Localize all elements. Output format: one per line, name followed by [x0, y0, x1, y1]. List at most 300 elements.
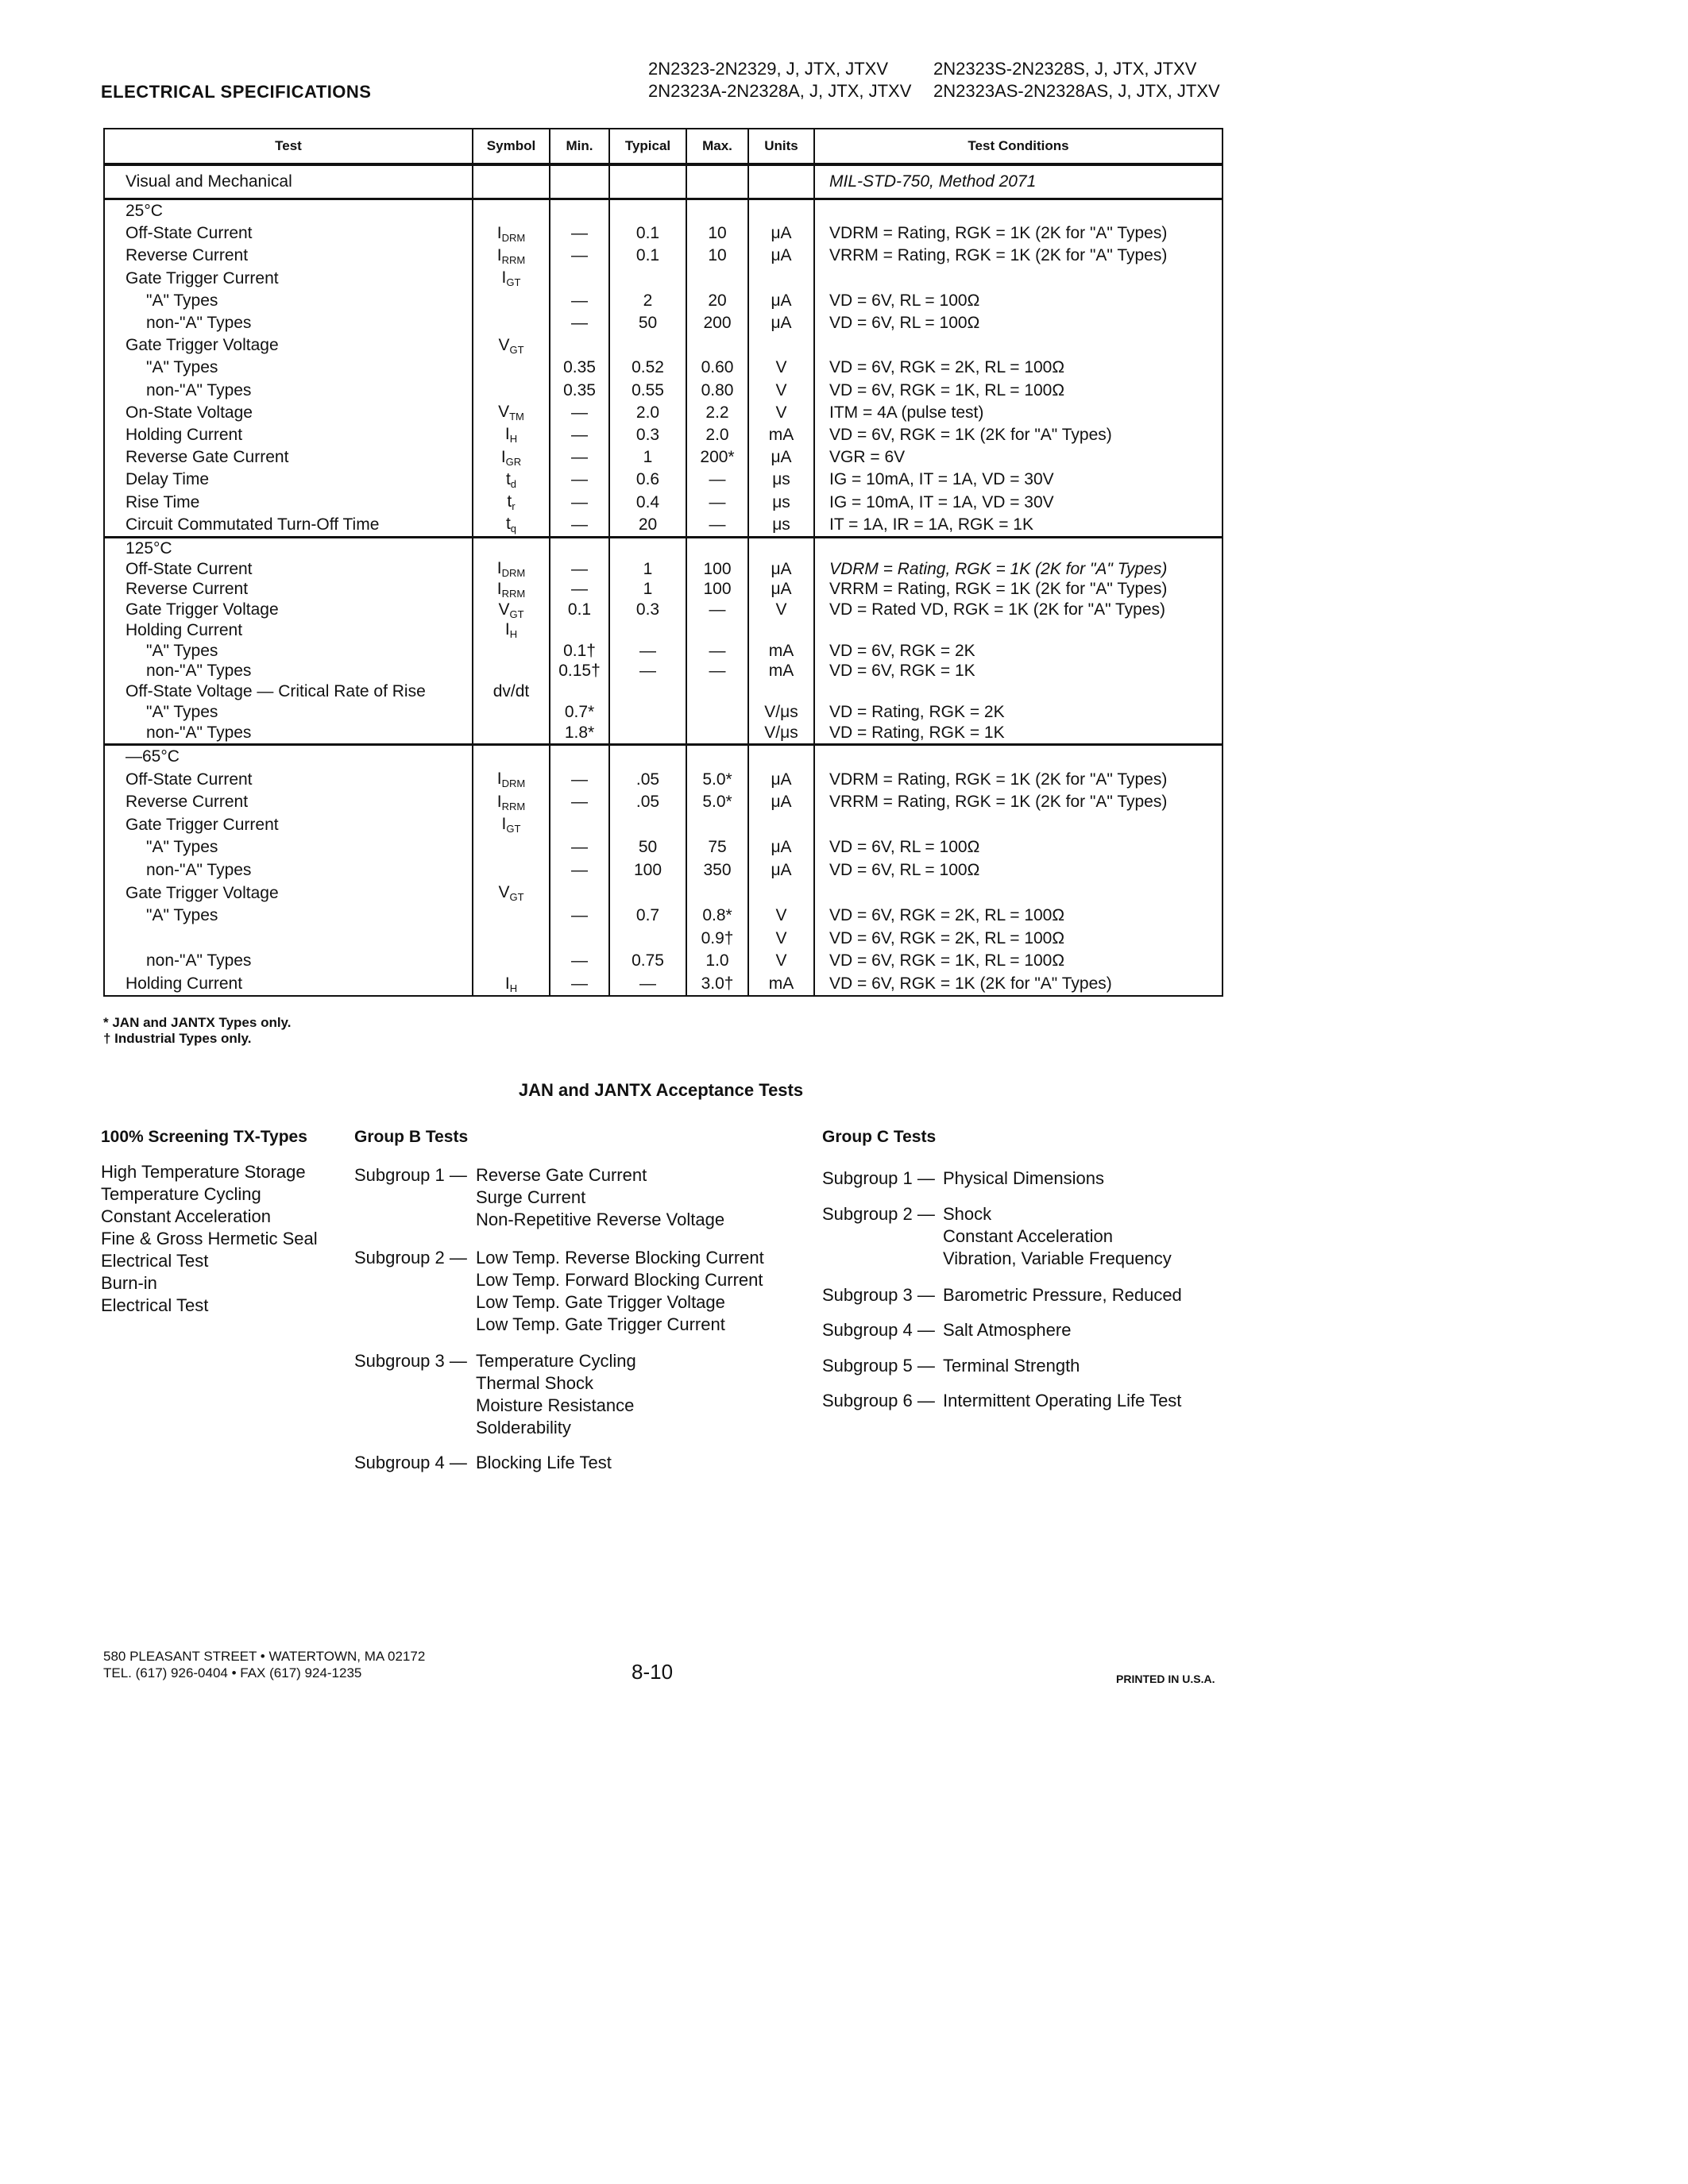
subgroup-test-item: Salt Atmosphere: [943, 1320, 1072, 1340]
typical-value: [609, 702, 686, 723]
symbol: [473, 357, 550, 379]
empty-cell: [473, 537, 550, 558]
group-b-heading: Group B Tests: [354, 1128, 469, 1146]
empty-cell: [686, 199, 748, 223]
typical-value: 0.75: [609, 950, 686, 973]
table-row: [104, 791, 1223, 814]
test-conditions: [814, 814, 1223, 837]
subgroup-test-item: Temperature Cycling: [476, 1351, 636, 1371]
empty-cell: [814, 744, 1223, 768]
symbol: [473, 768, 550, 791]
symbol-base: I: [504, 620, 510, 639]
max-value: —: [686, 491, 748, 513]
test-conditions: VD = 6V, RL = 100Ω: [814, 312, 1223, 334]
typical-value: [609, 814, 686, 837]
subgroup-label: Subgroup 4 —: [354, 1453, 467, 1472]
units: V: [748, 402, 814, 424]
symbol: [473, 222, 550, 245]
table-row: [104, 424, 1223, 446]
max-value: 75: [686, 836, 748, 859]
empty-cell: [609, 744, 686, 768]
empty-cell: [748, 537, 814, 558]
min-value: 0.1†: [550, 641, 609, 662]
units: μA: [748, 245, 814, 267]
symbol-subscript: DRM: [501, 778, 526, 790]
typical-value: —: [609, 662, 686, 682]
symbol: [473, 723, 550, 744]
test-conditions: [814, 334, 1223, 357]
test-name: Delay Time: [104, 469, 473, 491]
symbol-base: I: [496, 559, 502, 577]
symbol-base: V: [498, 335, 510, 354]
subgroup-test-item: Vibration, Variable Frequency: [943, 1248, 1172, 1268]
temperature-label: —65°C: [104, 744, 473, 768]
max-value: [686, 814, 748, 837]
empty-cell: [748, 744, 814, 768]
table-row: [104, 905, 1223, 928]
test-name: "A" Types: [104, 290, 473, 312]
max-value: 0.80: [686, 380, 748, 402]
test-conditions: VRRM = Rating, RGK = 1K (2K for "A" Types): [814, 791, 1223, 814]
min-value: —: [550, 905, 609, 928]
footnote: * JAN and JANTX Types only.: [103, 1015, 292, 1030]
symbol: [473, 836, 550, 859]
test-conditions: VD = 6V, RGK = 1K (2K for "A" Types): [814, 973, 1223, 997]
test-name: Reverse Gate Current: [104, 446, 473, 469]
min-value: [550, 334, 609, 357]
units: V: [748, 357, 814, 379]
units: [748, 620, 814, 641]
subgroup-test-item: Terminal Strength: [943, 1356, 1080, 1376]
min-value: —: [550, 312, 609, 334]
min-value: —: [550, 424, 609, 446]
max-value: 0.8*: [686, 905, 748, 928]
subgroup-label: Subgroup 3 —: [354, 1351, 467, 1371]
test-conditions: MIL-STD-750, Method 2071: [814, 164, 1223, 199]
units: μs: [748, 514, 814, 538]
test-name: [104, 928, 473, 951]
section-title: ELECTRICAL SPECIFICATIONS: [101, 82, 372, 102]
test-name: Off-State Voltage — Critical Rate of Rise: [104, 681, 473, 702]
table-row: [104, 882, 1223, 905]
test-name: "A" Types: [104, 836, 473, 859]
empty-cell: [609, 199, 686, 223]
units: [748, 814, 814, 837]
symbol: [473, 491, 550, 513]
typical-value: 0.55: [609, 380, 686, 402]
symbol: [473, 928, 550, 951]
symbol-base: t: [505, 469, 511, 488]
table-header-row: [104, 129, 1223, 164]
screening-item: Burn-in: [101, 1273, 157, 1293]
test-conditions: VD = 6V, RL = 100Ω: [814, 290, 1223, 312]
min-value: 0.15†: [550, 662, 609, 682]
symbol: [473, 380, 550, 402]
symbol: [473, 600, 550, 620]
symbol-base: I: [504, 425, 510, 444]
typical-value: 0.3: [609, 600, 686, 620]
table-row: [104, 312, 1223, 334]
table-row: [104, 620, 1223, 641]
typical-value: 0.6: [609, 469, 686, 491]
table-row: [104, 222, 1223, 245]
subgroup-label: Subgroup 4 —: [822, 1320, 935, 1340]
units: [748, 268, 814, 290]
typical-value: 1: [609, 579, 686, 600]
table-row: [104, 836, 1223, 859]
table-row: [104, 662, 1223, 682]
test-conditions: VD = Rating, RGK = 1K: [814, 723, 1223, 744]
test-conditions: VD = 6V, RGK = 2K, RL = 100Ω: [814, 928, 1223, 951]
symbol-subscript: RRM: [501, 587, 526, 600]
table-row: [104, 290, 1223, 312]
min-value: —: [550, 973, 609, 997]
test-conditions: VD = 6V, RGK = 1K, RL = 100Ω: [814, 950, 1223, 973]
screening-item: High Temperature Storage: [101, 1162, 306, 1182]
column-header: Units: [748, 129, 814, 164]
min-value: 0.35: [550, 357, 609, 379]
column-header: Min.: [550, 129, 609, 164]
typical-value: .05: [609, 768, 686, 791]
table-row: [104, 469, 1223, 491]
symbol: [473, 245, 550, 267]
symbol-subscript: GT: [506, 823, 521, 835]
test-conditions: VD = Rated VD, RGK = 1K (2K for "A" Types): [814, 600, 1223, 620]
typical-value: 0.4: [609, 491, 686, 513]
subgroup-label: Subgroup 2 —: [354, 1248, 467, 1268]
max-value: 1.0: [686, 950, 748, 973]
typical-value: —: [609, 973, 686, 997]
empty-cell: [814, 199, 1223, 223]
symbol: [473, 559, 550, 580]
table-row: [104, 928, 1223, 951]
units: μA: [748, 559, 814, 580]
test-name: Gate Trigger Current: [104, 814, 473, 837]
subgroup-label: Subgroup 2 —: [822, 1204, 935, 1224]
empty-cell: [550, 537, 609, 558]
table-row: [104, 245, 1223, 267]
part-numbers: 2N2323S-2N2328S, J, JTX, JTXV: [933, 59, 1197, 79]
units: V: [748, 928, 814, 951]
subgroup-test-item: Surge Current: [476, 1187, 586, 1207]
units: μs: [748, 491, 814, 513]
units: μA: [748, 768, 814, 791]
test-name: non-"A" Types: [104, 312, 473, 334]
test-conditions: VD = 6V, RGK = 1K (2K for "A" Types): [814, 424, 1223, 446]
typical-value: 0.1: [609, 222, 686, 245]
subgroup-label: Subgroup 5 —: [822, 1356, 935, 1376]
temperature-label: 25°C: [104, 199, 473, 223]
units: μA: [748, 222, 814, 245]
typical-value: 50: [609, 836, 686, 859]
max-value: 200: [686, 312, 748, 334]
empty-cell: [473, 744, 550, 768]
units: μA: [748, 312, 814, 334]
symbol: [473, 882, 550, 905]
address: 580 PLEASANT STREET • WATERTOWN, MA 02172: [103, 1649, 426, 1664]
symbol-subscript: GR: [505, 455, 522, 468]
column-header: Test: [104, 129, 473, 164]
table-row: [104, 768, 1223, 791]
symbol: [473, 312, 550, 334]
units: [748, 334, 814, 357]
typical-value: 20: [609, 514, 686, 538]
phone-fax: TEL. (617) 926-0404 • FAX (617) 924-1235: [103, 1665, 362, 1680]
max-value: 0.60: [686, 357, 748, 379]
table-row: [104, 402, 1223, 424]
test-conditions: [814, 620, 1223, 641]
test-conditions: VD = 6V, RL = 100Ω: [814, 836, 1223, 859]
symbol-subscript: DRM: [501, 231, 526, 244]
subgroup-label: Subgroup 3 —: [822, 1285, 935, 1305]
subgroup-label: Subgroup 6 —: [822, 1391, 935, 1410]
group-c-heading: Group C Tests: [822, 1128, 937, 1146]
typical-value: 1: [609, 446, 686, 469]
units: μA: [748, 791, 814, 814]
test-conditions: VD = 6V, RGK = 2K, RL = 100Ω: [814, 905, 1223, 928]
max-value: 20: [686, 290, 748, 312]
symbol-base: V: [498, 600, 510, 619]
units: V: [748, 950, 814, 973]
symbol: [473, 662, 550, 682]
subgroup-test-item: Intermittent Operating Life Test: [943, 1391, 1182, 1410]
test-name: Gate Trigger Current: [104, 268, 473, 290]
min-value: [550, 882, 609, 905]
table-row: [104, 514, 1223, 538]
max-value: [686, 268, 748, 290]
units: V: [748, 905, 814, 928]
test-name: Rise Time: [104, 491, 473, 513]
max-value: 5.0*: [686, 791, 748, 814]
symbol-base: I: [504, 974, 510, 993]
symbol-base: I: [500, 447, 506, 466]
test-conditions: VGR = 6V: [814, 446, 1223, 469]
max-value: 10: [686, 222, 748, 245]
footnote: † Industrial Types only.: [103, 1031, 252, 1046]
typical-value: [609, 620, 686, 641]
symbol-subscript: DRM: [501, 567, 526, 579]
symbol: [473, 641, 550, 662]
symbol: [473, 620, 550, 641]
test-name: non-"A" Types: [104, 662, 473, 682]
symbol: [473, 514, 550, 538]
test-name: Gate Trigger Voltage: [104, 882, 473, 905]
min-value: —: [550, 514, 609, 538]
symbol: [473, 814, 550, 837]
typical-value: [609, 268, 686, 290]
test-name: Reverse Current: [104, 579, 473, 600]
part-numbers: 2N2323A-2N2328A, J, JTX, JTXV: [648, 81, 912, 101]
max-value: —: [686, 662, 748, 682]
test-name: Off-State Current: [104, 559, 473, 580]
units: μA: [748, 290, 814, 312]
typical-value: 0.52: [609, 357, 686, 379]
symbol-subscript: GT: [509, 343, 524, 356]
test-conditions: VD = 6V, RGK = 2K, RL = 100Ω: [814, 357, 1223, 379]
typical-value: [609, 681, 686, 702]
table-row: [104, 446, 1223, 469]
empty-cell: [814, 537, 1223, 558]
min-value: 0.35: [550, 380, 609, 402]
test-conditions: [814, 882, 1223, 905]
symbol: [473, 973, 550, 997]
typical-value: 0.7: [609, 905, 686, 928]
table-row: [104, 814, 1223, 837]
test-conditions: VD = Rating, RGK = 2K: [814, 702, 1223, 723]
electrical-specifications-table: [103, 128, 1223, 997]
test-name: non-"A" Types: [104, 950, 473, 973]
typical-value: [609, 723, 686, 744]
test-name: Circuit Commutated Turn-Off Time: [104, 514, 473, 538]
units: V/μs: [748, 702, 814, 723]
test-conditions: ITM = 4A (pulse test): [814, 402, 1223, 424]
min-value: —: [550, 469, 609, 491]
test-conditions: VD = 6V, RL = 100Ω: [814, 859, 1223, 882]
min-value: —: [550, 791, 609, 814]
min-value: —: [550, 491, 609, 513]
test-name: Gate Trigger Voltage: [104, 600, 473, 620]
units: V: [748, 600, 814, 620]
column-header: Typical: [609, 129, 686, 164]
units: V/μs: [748, 723, 814, 744]
table-row: [104, 357, 1223, 379]
min-value: —: [550, 859, 609, 882]
test-name: non-"A" Types: [104, 723, 473, 744]
section-temperature-row: [104, 744, 1223, 768]
min-value: —: [550, 950, 609, 973]
min-value: —: [550, 402, 609, 424]
max-value: 100: [686, 579, 748, 600]
test-name: Reverse Current: [104, 791, 473, 814]
min-value: —: [550, 222, 609, 245]
test-name: Holding Current: [104, 973, 473, 997]
screening-item: Electrical Test: [101, 1251, 209, 1271]
symbol: [473, 290, 550, 312]
page-number: 8-10: [632, 1660, 674, 1684]
max-value: [686, 723, 748, 744]
symbol-subscript: RRM: [501, 253, 526, 266]
min-value: [550, 681, 609, 702]
table-row: [104, 859, 1223, 882]
table-row: [104, 579, 1223, 600]
subgroup-test-item: Low Temp. Gate Trigger Voltage: [476, 1292, 725, 1312]
units: mA: [748, 641, 814, 662]
max-value: 0.9†: [686, 928, 748, 951]
test-conditions: IT = 1A, IR = 1A, RGK = 1K: [814, 514, 1223, 538]
units: μA: [748, 579, 814, 600]
max-value: 3.0†: [686, 973, 748, 997]
test-conditions: VDRM = Rating, RGK = 1K (2K for "A" Types): [814, 222, 1223, 245]
table-row: [104, 973, 1223, 997]
test-name: Holding Current: [104, 620, 473, 641]
units: μA: [748, 859, 814, 882]
min-value: 0.1: [550, 600, 609, 620]
subgroup-test-item: Shock: [943, 1204, 992, 1224]
min-value: [550, 268, 609, 290]
max-value: 200*: [686, 446, 748, 469]
symbol-base: I: [496, 579, 502, 598]
test-conditions: VRRM = Rating, RGK = 1K (2K for "A" Types): [814, 245, 1223, 267]
table-row: [104, 334, 1223, 357]
test-conditions: VRRM = Rating, RGK = 1K (2K for "A" Types): [814, 579, 1223, 600]
max-value: [686, 702, 748, 723]
subgroup-test-item: Reverse Gate Current: [476, 1165, 647, 1185]
screening-heading: 100% Screening TX-Types: [101, 1128, 307, 1146]
subgroup-test-item: Moisture Resistance: [476, 1395, 635, 1415]
printed-in: PRINTED IN U.S.A.: [1116, 1673, 1215, 1685]
max-value: 350: [686, 859, 748, 882]
symbol-subscript: TM: [509, 411, 524, 423]
max-value: —: [686, 514, 748, 538]
test-name: "A" Types: [104, 641, 473, 662]
test-name: Reverse Current: [104, 245, 473, 267]
table-row: [104, 164, 1223, 199]
min-value: —: [550, 559, 609, 580]
symbol: [473, 859, 550, 882]
test-conditions: IG = 10mA, IT = 1A, VD = 30V: [814, 491, 1223, 513]
typical-value: 0.3: [609, 424, 686, 446]
symbol-subscript: q: [510, 523, 517, 535]
test-name: non-"A" Types: [104, 380, 473, 402]
subgroup-label: Subgroup 1 —: [822, 1168, 935, 1188]
test-name: non-"A" Types: [104, 859, 473, 882]
subgroup-test-item: Thermal Shock: [476, 1373, 593, 1393]
units: V: [748, 380, 814, 402]
max-value: [686, 882, 748, 905]
max-value: 100: [686, 559, 748, 580]
symbol-base: I: [496, 245, 502, 264]
acceptance-title: JAN and JANTX Acceptance Tests: [518, 1080, 804, 1100]
symbol: [473, 469, 550, 491]
symbol-base: dv/dt: [492, 681, 530, 700]
subgroup-test-item: Low Temp. Forward Blocking Current: [476, 1270, 763, 1290]
test-conditions: VD = 6V, RGK = 1K: [814, 662, 1223, 682]
screening-item: Fine & Gross Hermetic Seal: [101, 1229, 318, 1248]
column-header: Symbol: [473, 129, 550, 164]
subgroup-test-item: Solderability: [476, 1418, 571, 1437]
units: μs: [748, 469, 814, 491]
screening-item: Constant Acceleration: [101, 1206, 272, 1226]
symbol-base: t: [505, 515, 511, 534]
min-value: 1.8*: [550, 723, 609, 744]
part-numbers: 2N2323AS-2N2328AS, J, JTX, JTXV: [933, 81, 1220, 101]
symbol-subscript: RRM: [501, 800, 526, 812]
symbol-base: V: [498, 403, 510, 422]
max-value: 2.0: [686, 424, 748, 446]
symbol-base: I: [496, 770, 502, 789]
symbol: [473, 702, 550, 723]
max-value: —: [686, 641, 748, 662]
table-row: [104, 681, 1223, 702]
symbol-subscript: GT: [506, 276, 521, 289]
typical-value: [609, 334, 686, 357]
screening-item: Electrical Test: [101, 1295, 209, 1315]
symbol: [473, 424, 550, 446]
max-value: [686, 620, 748, 641]
test-conditions: VD = 6V, RGK = 1K, RL = 100Ω: [814, 380, 1223, 402]
table-row: [104, 600, 1223, 620]
empty-cell: [550, 744, 609, 768]
units: mA: [748, 424, 814, 446]
min-value: —: [550, 290, 609, 312]
max-value: [686, 681, 748, 702]
symbol-base: I: [496, 792, 502, 811]
symbol: [473, 334, 550, 357]
test-name: Holding Current: [104, 424, 473, 446]
empty-cell: [473, 199, 550, 223]
symbol-subscript: H: [509, 982, 518, 994]
symbol-base: t: [507, 492, 512, 511]
